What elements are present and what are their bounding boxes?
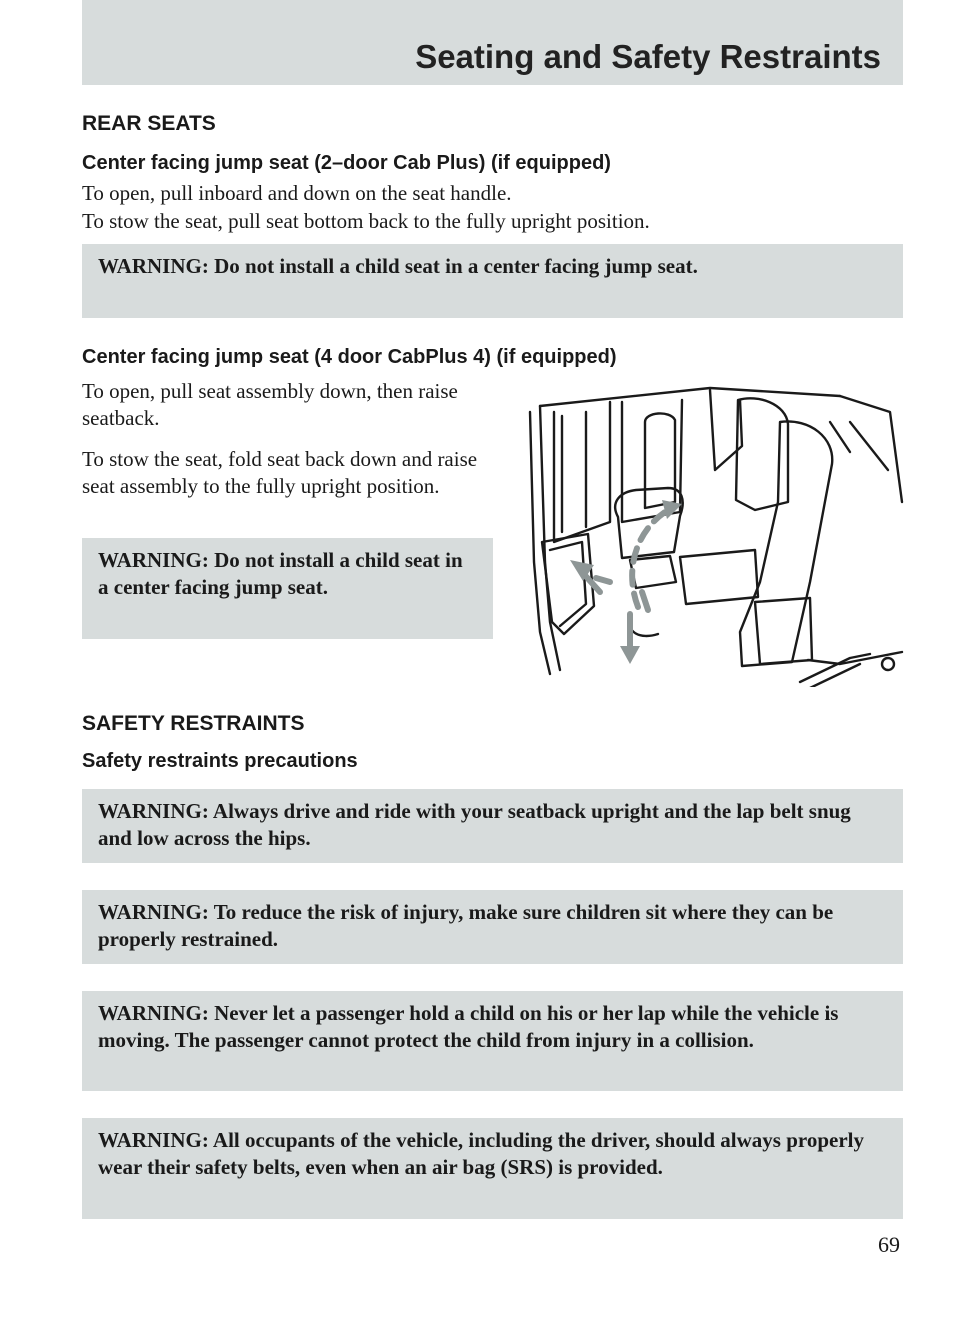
page-header-title: Seating and Safety Restraints [415, 38, 881, 75]
warning-box: WARNING: Do not install a child seat in a center facing jump seat. [82, 538, 493, 639]
jump-seat-4door-stow-text: To stow the seat, fold seat back down and raise seat assembly to the fully upright position. [82, 447, 478, 498]
jump-seat-2door-heading: Center facing jump seat (2–door Cab Plus) (if equipped) [82, 152, 611, 174]
jump-seat-illustration [510, 382, 910, 687]
safety-restraints-subheading: Safety restraints precautions [82, 750, 358, 772]
jump-seat-4door-heading: Center facing jump seat (4 door CabPlus 4) (if equipped) [82, 346, 617, 368]
warning-box: WARNING: Do not install a child seat in a center facing jump seat. [82, 244, 903, 318]
rear-seats-heading: REAR SEATS [82, 112, 216, 135]
page-header [82, 0, 903, 85]
warning-box: WARNING: To reduce the risk of injury, make sure children sit where they can be properly restrained. [82, 890, 903, 964]
page-number: 69 [878, 1232, 900, 1257]
warning-box: WARNING: Always drive and ride with your seatback upright and the lap belt snug and low across the hips. [82, 789, 903, 863]
jump-seat-4door-open-text: To open, pull seat assembly down, then raise seatback. [82, 379, 458, 430]
warning-box: WARNING: Never let a passenger hold a child on his or her lap while the vehicle is moving. The passenger cannot protect the child from injury in a collision. [82, 991, 903, 1091]
jump-seat-2door-stow-text: To stow the seat, pull seat bottom back to the fully upright position. [82, 209, 650, 233]
jump-seat-2door-open-text: To open, pull inboard and down on the seat handle. [82, 181, 512, 205]
warning-box: WARNING: All occupants of the vehicle, including the driver, should always properly wear their safety belts, even when an air bag (SRS) is provided. [82, 1118, 903, 1219]
safety-restraints-heading: SAFETY RESTRAINTS [82, 712, 305, 735]
